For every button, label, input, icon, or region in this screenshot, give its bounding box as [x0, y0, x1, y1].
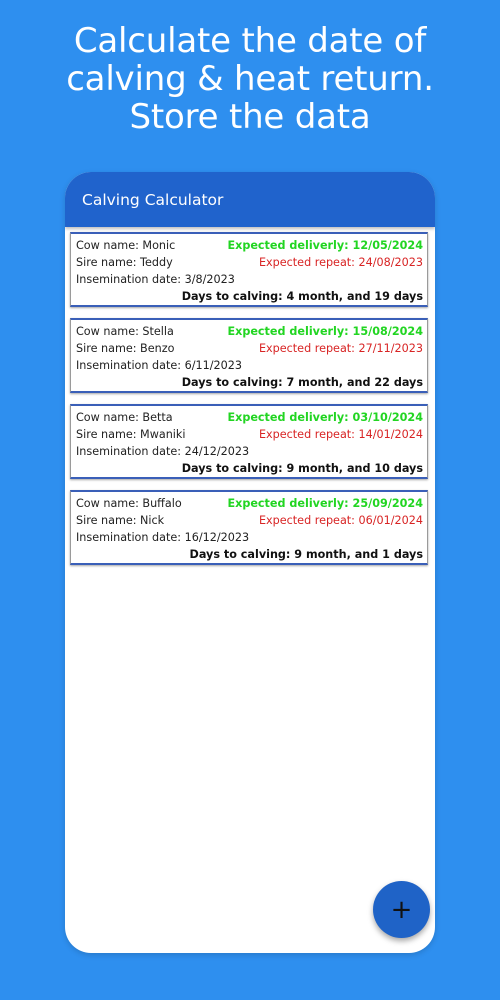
record-card[interactable] [70, 232, 428, 307]
promo-headline [0, 22, 500, 136]
headline-line-1: Calculate the date of [73, 21, 427, 61]
record-card[interactable] [70, 490, 428, 565]
insemination-date: Insemination date: 6/11/2023 [76, 359, 242, 372]
expected-repeat: Expected repeat: 14/01/2024 [258, 428, 423, 441]
cow-name: Cow name: Stella [76, 325, 174, 338]
expected-delivery: Expected deliverly: 12/05/2024 [227, 239, 423, 252]
headline-line-2: calving & heat return. [66, 59, 434, 99]
expected-delivery: Expected deliverly: 25/09/2024 [227, 497, 423, 510]
days-to-calving: Days to calving: 9 month, and 10 days [181, 462, 423, 475]
sire-name: Sire name: Nick [76, 514, 165, 527]
record-card[interactable] [70, 318, 428, 393]
headline-line-3: Store the data [129, 97, 371, 137]
plus-icon: + [390, 894, 413, 925]
days-to-calving: Days to calving: 4 month, and 19 days [181, 290, 423, 303]
days-to-calving: Days to calving: 9 month, and 1 days [189, 548, 423, 561]
insemination-date: Insemination date: 3/8/2023 [76, 273, 235, 286]
sire-name: Sire name: Teddy [76, 256, 173, 269]
insemination-date: Insemination date: 16/12/2023 [76, 531, 250, 544]
expected-repeat: Expected repeat: 27/11/2023 [258, 342, 423, 355]
expected-delivery: Expected deliverly: 03/10/2024 [227, 411, 423, 424]
app-bar [65, 172, 435, 227]
app-title: Calving Calculator [82, 190, 224, 209]
cow-name: Cow name: Monic [76, 239, 176, 252]
sire-name: Sire name: Mwaniki [76, 428, 186, 441]
cow-name: Cow name: Buffalo [76, 497, 182, 510]
expected-delivery: Expected deliverly: 15/08/2024 [227, 325, 423, 338]
days-to-calving: Days to calving: 7 month, and 22 days [181, 376, 423, 389]
insemination-date: Insemination date: 24/12/2023 [76, 445, 250, 458]
cow-name: Cow name: Betta [76, 411, 173, 424]
record-card[interactable] [70, 404, 428, 479]
sire-name: Sire name: Benzo [76, 342, 175, 355]
expected-repeat: Expected repeat: 24/08/2023 [258, 256, 423, 269]
phone-screen [65, 172, 435, 953]
add-record-button[interactable] [373, 881, 430, 938]
expected-repeat: Expected repeat: 06/01/2024 [258, 514, 423, 527]
